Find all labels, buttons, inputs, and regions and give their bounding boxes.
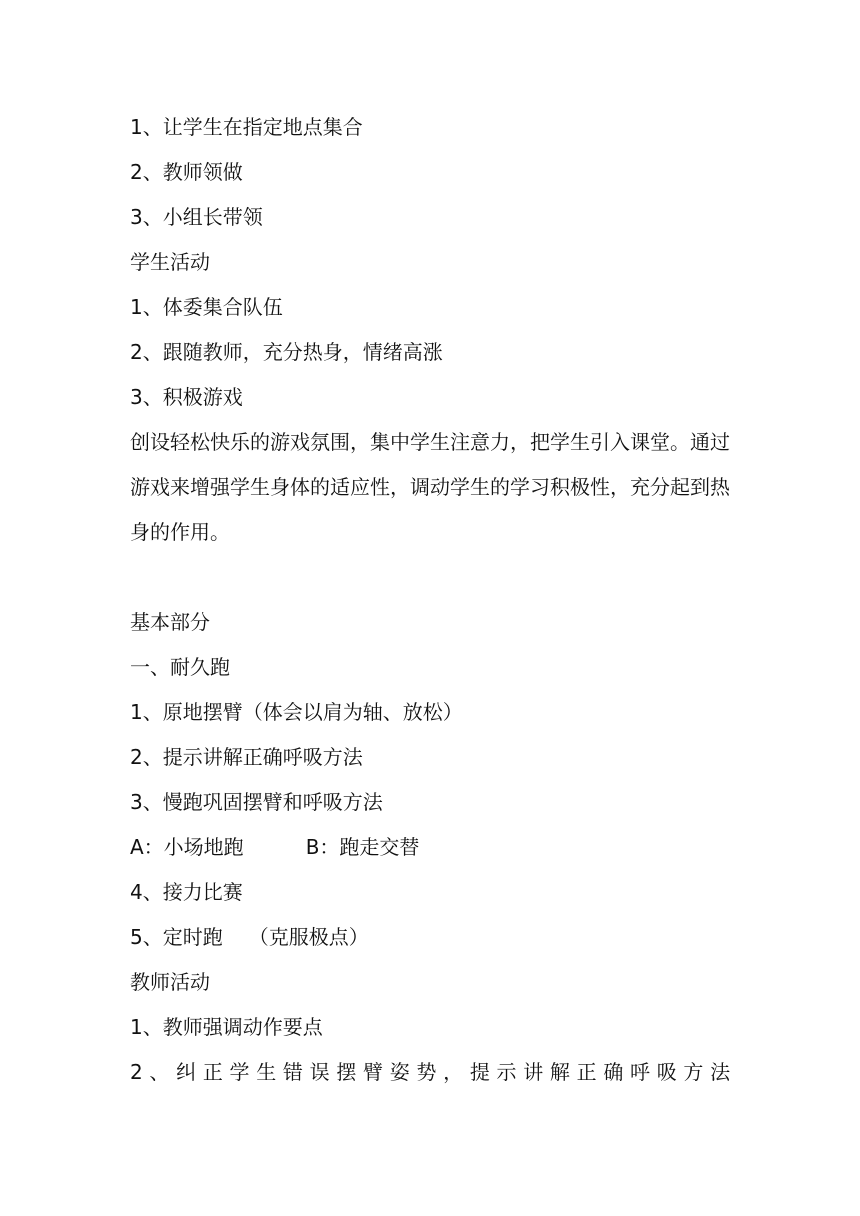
document-body <box>130 105 737 1095</box>
warmup-step-2: 2、教师领做 <box>130 160 243 184</box>
purpose-paragraph: 创设轻松快乐的游戏氛围，集中学生注意力，把学生引入课堂。通过游戏来增强学生身体的适应性，调动学生的学习积极性，充分起到热身的作用。 <box>130 430 730 544</box>
timed-run-note: （克服极点） <box>248 925 369 949</box>
warmup-step-1: 1、让学生在指定地点集合 <box>130 115 363 139</box>
endurance-run-heading: 一、耐久跑 <box>130 655 230 679</box>
option-a: A：小场地跑 <box>130 835 244 859</box>
section-spacer <box>130 555 732 600</box>
endurance-step-2: 2、提示讲解正确呼吸方法 <box>130 745 363 769</box>
teacher-activity-1: 1、教师强调动作要点 <box>130 1015 323 1039</box>
teacher-activity-heading: 教师活动 <box>130 970 210 994</box>
student-activity-3: 3、积极游戏 <box>130 385 243 409</box>
endurance-step-3: 3、慢跑巩固摆臂和呼吸方法 <box>130 790 383 814</box>
option-b: B：跑走交替 <box>305 835 420 859</box>
teacher-activity-2: 2、纠正学生错误摆臂姿势，提示讲解正确呼吸方法 <box>130 1060 737 1084</box>
timed-run-label: 5、定时跑 <box>130 925 223 949</box>
basic-section-heading: 基本部分 <box>130 610 210 634</box>
endurance-step-5 <box>130 915 732 960</box>
student-activity-2: 2、跟随教师，充分热身，情绪高涨 <box>130 340 443 364</box>
endurance-step-1: 1、原地摆臂（体会以肩为轴、放松） <box>130 700 463 724</box>
student-activity-1: 1、体委集合队伍 <box>130 295 283 319</box>
endurance-step-4: 4、接力比赛 <box>130 880 243 904</box>
student-activity-heading: 学生活动 <box>130 250 210 274</box>
warmup-step-3: 3、小组长带领 <box>130 205 263 229</box>
run-options-row <box>130 825 732 870</box>
